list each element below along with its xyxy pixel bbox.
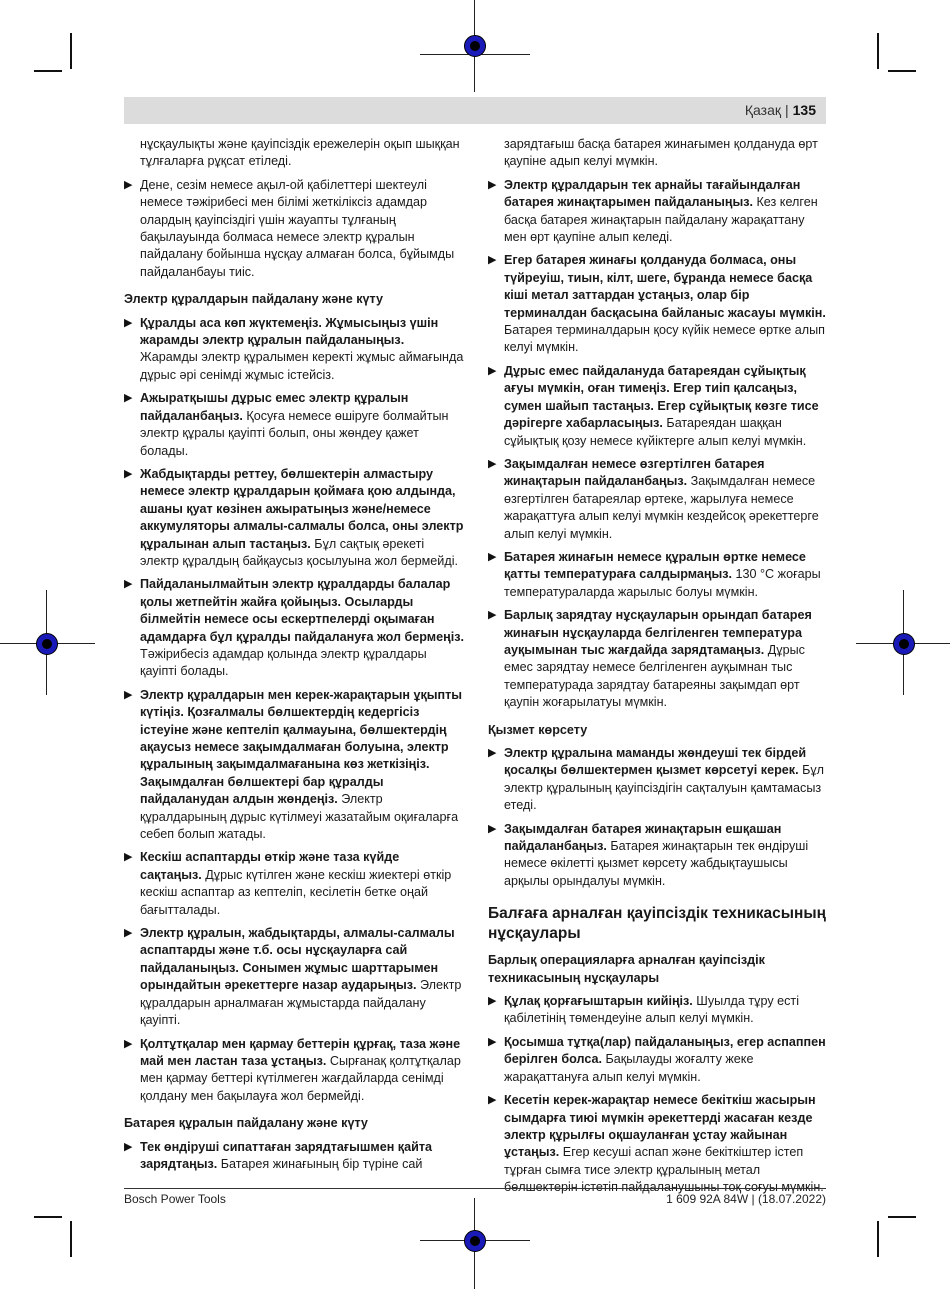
list-item [488, 607, 828, 711]
registration-mark-top [464, 35, 486, 57]
left-column [124, 136, 464, 1179]
item-bold-text: Қолтұтқалар мен қармау беттерін құрғақ, таза және май мен ластан таза ұстаңыз. [140, 1036, 461, 1068]
bullet-triangle-icon: ▶ [124, 392, 133, 405]
list-item [124, 687, 464, 844]
item-bold-text: Электр құралына маманды жөндеуші тек бірдей қосалқы бөлшектермен қызмет көрсетуі керек. [504, 746, 807, 778]
item-bold-text: Электр құралдарын мен керек-жарақтарын ұқыпты күтіңіз. Қозғалмалы бөлшектердің кедергісіз істеуіне және кептеліп қалмауына, бөлшектердің ақаусыз немесе зақымдалмаған болуына, электр құралының зақымдалмағанына көз жеткізіңіз. Зақымдалған бөлшектері бар құралды пайдаланудан алдын жөндеңіз. [140, 687, 463, 807]
item-text: Тәжірибесіз адамдар қолында электр құралдары қауіпті болады. [140, 646, 427, 679]
item-bold-text: Батарея жинағын немесе құралын өртке немесе қатты температураға салдырмаңыз. [504, 549, 806, 582]
page-header [124, 97, 826, 124]
list-item [488, 177, 828, 247]
list-item [488, 363, 828, 450]
item-bold-text: Зақымдалған батарея жинақтарын ешқашан пайдаланбаңыз. [504, 821, 782, 854]
list-item [488, 549, 828, 601]
header-text [745, 102, 816, 118]
item-bold-text: Кесетін керек-жарақтар немесе бекіткіш жасырын сымдарға тиюі мүмкін әрекеттерді жасаған кезде электр құрылғы оқшауланған ұстау жайынан ұстаңыз. [504, 1093, 816, 1160]
item-bold-text: Барлық зарядтау нұсқауларын орындап батарея жинағын нұсқауларда белгіленген температура ауқымынан тыс жағдайда зарядтамаңыз. [504, 608, 812, 657]
bullet-triangle-icon: ▶ [124, 178, 133, 191]
footer-rule [124, 1188, 826, 1189]
crop-mark [70, 33, 72, 69]
list-item [124, 390, 464, 460]
list-item [488, 252, 828, 356]
bullet-triangle-icon: ▶ [488, 457, 497, 470]
bullet-triangle-icon: ▶ [488, 178, 497, 191]
page-number: 135 [792, 102, 816, 118]
item-text: 130 °C жоғары температураларда жарылыс болуы мүмкін. [504, 567, 821, 599]
bullet-triangle-icon: ▶ [124, 578, 133, 591]
item-text: Бақылауды жоғалту жеке жарақаттануға алып келуі мүмкін. [504, 1052, 754, 1084]
item-bold-text: Жабдықтарды реттеу, бөлшектерін алмастыру немесе электр құралдарын қоймаға қою алдында, ашаны қуат көзінен ажыратыңыз және/немесе аккумуляторы алмалы-салмалы болса, оны электр құралынан алып тастаңыз. [140, 466, 464, 551]
item-text: Қосуға немесе өшіруге болмайтын электр құралы қауіпті болып, оны жөндеу қажет болады. [140, 408, 449, 458]
registration-mark-bottom [464, 1230, 486, 1252]
right-column [488, 136, 828, 1203]
bullet-triangle-icon: ▶ [488, 1035, 497, 1048]
item-bold-text: Тек өндіруші сипаттаған зарядтағышмен қайта зарядтаңыз. [140, 1139, 433, 1171]
paragraph: нұсқаулықты және қауіпсіздік ережелерін оқып шыққан тұлғаларға рұқсат етіледі. [140, 137, 460, 169]
list-item [488, 1092, 828, 1196]
chapter-heading: Балғаға арналған қауіпсіздік техникасының нұсқаулары [488, 905, 826, 943]
section-heading: Батарея құралын пайдалану және күту [124, 1116, 368, 1131]
footer-doc-id: 1 609 92A 84W | (18.07.2022) [666, 1192, 826, 1206]
list-item [124, 1036, 464, 1106]
item-text: Батарея терминалдарын қосу күйік немесе өртке алып келуі мүмкін. [504, 323, 825, 355]
bullet-triangle-icon: ▶ [124, 688, 133, 701]
bullet-triangle-icon: ▶ [124, 851, 133, 864]
bullet-triangle-icon: ▶ [488, 822, 497, 835]
bullet-triangle-icon: ▶ [124, 1140, 133, 1153]
header-language: Қазақ [744, 102, 781, 118]
item-text: Батареядан шаққан сұйықтық қозу немесе күйіктерге алып келуі мүмкін. [504, 416, 807, 448]
crop-mark [34, 1216, 62, 1218]
item-bold-text: Құралды аса көп жүктемеңіз. Жұмысыңыз үшін жарамды электр құралын пайдаланыңыз. [140, 315, 439, 348]
section-heading: Қызмет көрсету [488, 722, 588, 737]
item-text: Батарея жинақтарын тек өндіруші немесе өкілетті қызмет көрсету жабдықтаушысы арқылы орындалуы мүмкін. [504, 839, 809, 888]
section-heading: Электр құралдарын пайдалану және күту [124, 292, 384, 307]
item-bold-text: Кескіш аспаптарды өткір және таза күйде сақтаңыз. [140, 850, 400, 882]
crop-mark [70, 1221, 72, 1257]
crop-mark [888, 1216, 916, 1218]
bullet-triangle-icon: ▶ [488, 550, 497, 563]
item-bold-text: Құлақ қорғағыштарын кийіңіз. [504, 994, 693, 1009]
bullet-triangle-icon: ▶ [488, 747, 497, 759]
list-item [124, 466, 464, 570]
item-text: Батарея жинағының бір түріне сай [217, 1156, 423, 1171]
item-text: Шуылда тұру есті қабілетінің төмендеуіне алып келуі мүмкін. [504, 994, 799, 1026]
item-text: Зақымдалған немесе өзгертілген батареялар өртеке, жарылуға немесе жарақаттуға алып келуі мүмкін кездейсоқ әрекеттерге алып келуі мүмкін. [504, 474, 819, 541]
list-item [488, 1034, 828, 1086]
crop-mark [877, 1221, 879, 1257]
item-text: Егер кесуші аспап және бекіткіштер істеп тұрған сымға тисе электр құралының метал [504, 1145, 804, 1177]
item-bold-text: Электр құралдарын тек арнайы тағайындалған батарея жинақтарымен пайдаланыңыз. [504, 177, 801, 210]
item-text: Дұрыс емес зарядтау немесе белгіленген ауқымнан тыс температурада зарядтау батареяны зақымдап өрт қаупін жоғарылатуы мүмкін. [504, 642, 805, 710]
item-bold-text: Егер батарея жинағы қолдануда болмаса, оны түйреуіш, тиын, кілт, шеге, бұранда немесе басқа кіші метал заттардан ұстаңыз, олар бір терминалдан басқасына байланыс жасауы мүмкін. [504, 253, 826, 320]
item-text: Кез келген басқа батарея жинақтарын пайдалану жарақаттану мен өрт қаупіне алып келеді. [504, 195, 818, 245]
item-text: Бұл электр құралының қауіпсіздігін сақталуын қамтамасыз етеді. [504, 763, 825, 813]
crop-mark [888, 70, 916, 72]
item-bold-text: Электр құралын, жабдықтарды, алмалы-салмалы аспаптарды және т.б. осы нұсқауларға сай пайдаланыңыз. Сонымен жұмыс шарттарымен орындайтын әрекеттерге назар аударыңыз. [140, 926, 455, 993]
crop-mark [877, 33, 879, 69]
item-text: Электр құралдарын арналмаған жұмыстарда пайдалану қауіпті. [140, 978, 462, 1028]
list-item [124, 315, 464, 385]
header-separator: | [785, 102, 789, 118]
list-item [124, 1139, 464, 1174]
item-bold-text: Қосымша тұтқа(лар) пайдаланыңыз, егер аспаппен берілген болса. [504, 1034, 826, 1067]
bullet-triangle-icon: ▶ [488, 364, 497, 377]
list-item [488, 745, 828, 815]
item-text: Дұрыс күтілген және кескіш жиектері өткір кескіш аспаптар аз кептеліп, кесілетін бетке оңай бағытталады. [140, 867, 452, 917]
item-text: Электр құралдарының дұрыс күтілмеуі жазатайым оқиғаларға себеп болып жатады. [140, 792, 459, 842]
bullet-triangle-icon: ▶ [488, 1094, 497, 1107]
crop-mark [34, 70, 62, 72]
bullet-triangle-icon: ▶ [124, 927, 133, 940]
bullet-triangle-icon: ▶ [124, 467, 133, 480]
footer-brand: Bosch Power Tools [124, 1192, 226, 1206]
item-bold-text: Ажыратқышы дұрыс емес электр құралын пайдаланбаңыз. [140, 391, 409, 423]
paragraph: зарядтағыш басқа батарея жинағымен қолдануда өрт қаупіне адып келуі мүмкін. [504, 137, 818, 169]
item-text: Сырғанақ қолтұтқалар мен қармау беттері күтілмеген жағдайларда сенімді қолдану мен бақылауға жол бермейді. [140, 1053, 461, 1103]
item-bold-text: Пайдаланылмайтын электр құралдарды балалар қолы жетпейтін жайға қойыңыз. Осыларды білмейтін немесе осы ескертпелерді оқымаған адамдарға бұл құралды пайдалануға жол бермеңіз. [140, 577, 464, 644]
list-item [124, 925, 464, 1029]
list-item [124, 177, 464, 281]
item-bold-text: Дұрыс емес пайдалануда батареядан сұйықтық ағуы мүмкін, оған тимеңіз. Егер тиіп қалсаңыз, сумен шайып тастаңыз. Егер сұйықтық көзге тисе дәрігерге хабарласыңыз. [504, 363, 819, 431]
registration-mark-right [893, 633, 915, 655]
list-item [124, 576, 464, 680]
item-bold-text: Зақымдалған немесе өзгертілген батарея жинақтарын пайдаланбаңыз. [504, 456, 765, 489]
bullet-triangle-icon: ▶ [488, 254, 497, 267]
list-item [488, 993, 828, 1028]
list-item [488, 821, 828, 891]
list-item [488, 456, 828, 543]
item-text: Дене, сезім немесе ақыл-ой қабілеттері шектеулі немесе тәжірибесі мен білімі жеткіліксіз адамдар олардың қауіпсіздігі үшін жауапты тұлғаның бақылауында болмаса немесе электр құралын пайдалану бойынша нұсқау алмаған болса, бұйымды пайдаланбауы тиіс. [140, 177, 455, 279]
item-text: Жарамды электр құралымен керекті жұмыс аймағында дұрыс әрі сенімді жұмыс істейсіз. [140, 350, 464, 382]
bullet-triangle-icon: ▶ [124, 1037, 133, 1050]
list-item [124, 849, 464, 919]
section-heading: Барлық операцияларға арналған қауіпсіздік техникасының нұсқаулары [488, 953, 765, 985]
bullet-triangle-icon: ▶ [488, 609, 497, 622]
item-text: Бұл сақтық әрекеті электр құралдың байқаусыз қосылуына жол бермейді. [140, 536, 458, 568]
bullet-triangle-icon: ▶ [124, 316, 133, 329]
bullet-triangle-icon: ▶ [488, 995, 497, 1008]
registration-mark-left [36, 633, 58, 655]
